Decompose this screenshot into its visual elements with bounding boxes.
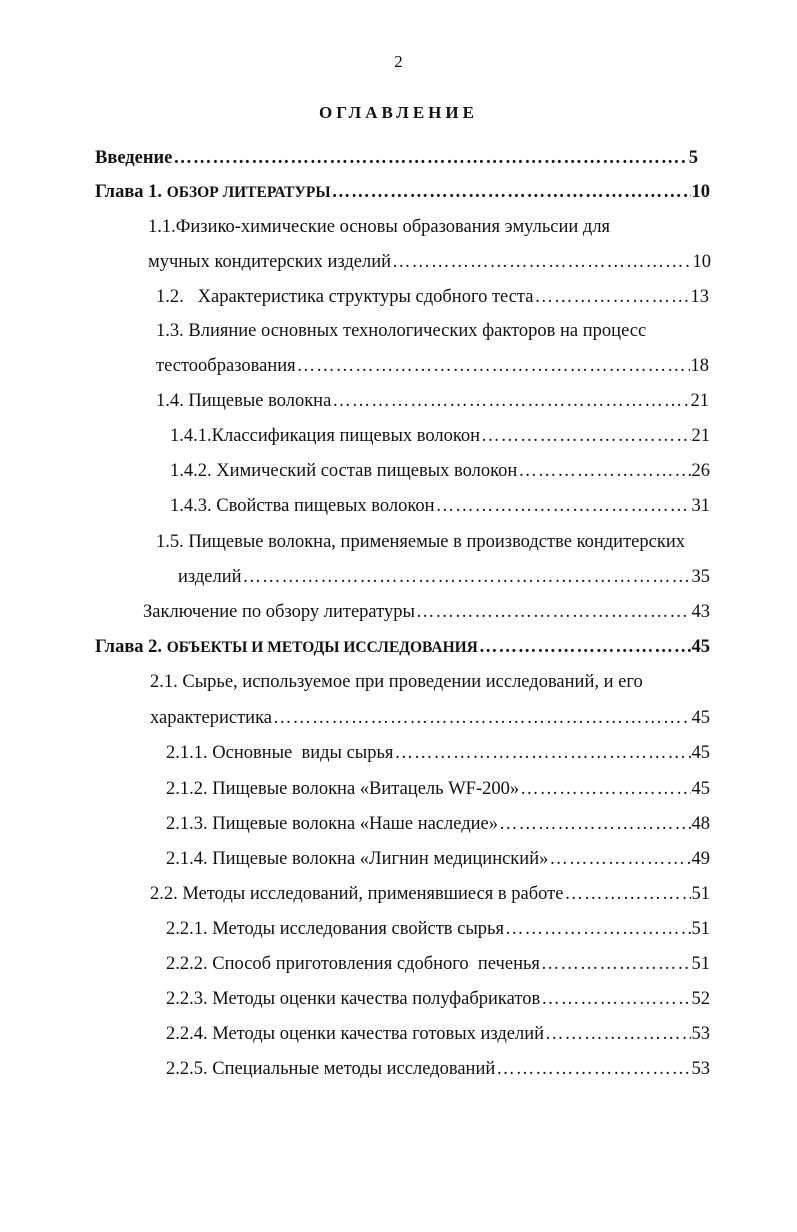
toc-entry-text: мучных кондитерских изделий <box>148 252 392 272</box>
toc-entry-text: 2.1.1. Основные виды сырья <box>166 743 394 763</box>
toc-leader-dots <box>541 952 691 976</box>
toc-leader-dots <box>481 424 690 448</box>
toc-entry-text: 2.1.4. Пищевые волокна «Лигнин медицинский» <box>166 849 549 869</box>
toc-leader-dots <box>520 777 690 801</box>
toc-entry-conclusion[interactable] <box>143 600 710 624</box>
toc-leader-dots <box>332 389 689 413</box>
toc-leader-dots <box>505 917 691 941</box>
toc-entry-page: 45 <box>691 743 710 763</box>
toc-entry-2-1-4[interactable] <box>166 847 710 871</box>
toc-entry-page: 10 <box>692 252 711 272</box>
toc-entry-1-4-1[interactable] <box>170 424 710 448</box>
toc-entry-1-5[interactable] <box>178 565 710 589</box>
toc-entry-1-5-line1[interactable]: 1.5. Пищевые волокна, применяемые в производстве кондитерских <box>156 532 685 552</box>
toc-leader-dots <box>243 565 691 589</box>
toc-leader-dots <box>549 847 690 871</box>
toc-entry-page: 52 <box>691 989 710 1009</box>
toc-entry-introduction[interactable] <box>95 146 698 170</box>
toc-entry-1-1-line1[interactable]: 1.1.Физико-химические основы образования эмульсии для <box>148 217 611 237</box>
toc-entry-1-2[interactable] <box>156 285 709 309</box>
toc-entry-text: 2.2.5. Специальные методы исследований <box>166 1059 496 1079</box>
toc-entry-page: 26 <box>691 461 710 481</box>
toc-entry-text: характеристика <box>150 708 272 728</box>
toc-entry-2-1-1[interactable] <box>166 741 710 765</box>
toc-entry-text: 2.1.2. Пищевые волокна «Витацель WF-200» <box>166 779 520 799</box>
toc-entry-page: 18 <box>690 356 709 376</box>
toc-entry-chapter-2[interactable] <box>95 635 710 660</box>
toc-entry-2-1-line1[interactable]: 2.1. Сырье, используемое при проведении исследований, и его <box>150 672 643 692</box>
toc-leader-dots <box>394 741 690 765</box>
toc-entry-page: 53 <box>691 1059 710 1079</box>
toc-entry-text: 2.2.4. Методы оценки качества готовых изделий <box>166 1024 545 1044</box>
toc-entry-text: Введение <box>95 148 173 168</box>
toc-entry-text: 1.4.3. Свойства пищевых волокон <box>170 496 435 516</box>
toc-entry-page: 10 <box>691 182 710 202</box>
toc-leader-dots <box>496 1057 690 1081</box>
toc-entry-1-1[interactable] <box>148 250 711 274</box>
toc-entry-chapter-1[interactable] <box>95 180 710 205</box>
toc-entry-page: 51 <box>691 954 710 974</box>
toc-leader-dots <box>541 987 690 1011</box>
toc-entry-2-2-5[interactable] <box>166 1057 710 1081</box>
toc-entry-text <box>95 635 478 660</box>
chapter-prefix: Глава 1. <box>95 182 167 202</box>
toc-leader-dots <box>332 180 691 204</box>
toc-entry-page: 31 <box>691 496 710 516</box>
toc-leader-dots <box>499 812 691 836</box>
toc-entry-1-4[interactable] <box>156 389 709 413</box>
toc-entry-text <box>95 180 331 205</box>
toc-leader-dots <box>297 354 690 378</box>
toc-entry-page: 43 <box>691 602 710 622</box>
toc-entry-text: 2.2. Методы исследований, применявшиеся в работе <box>150 884 564 904</box>
toc-entry-page: 45 <box>691 637 710 657</box>
toc-entry-text: 2.2.3. Методы оценки качества полуфабрикатов <box>166 989 541 1009</box>
toc-entry-text: 2.1.3. Пищевые волокна «Наше наследие» <box>166 814 498 834</box>
toc-entry-1-4-2[interactable] <box>170 459 710 483</box>
toc-entry-2-2-1[interactable] <box>166 917 710 941</box>
toc-entry-page: 45 <box>691 779 710 799</box>
toc-entry-page: 13 <box>690 287 709 307</box>
chapter-title: ОБЪЕКТЫ И МЕТОДЫ ИССЛЕДОВАНИЯ <box>166 639 478 656</box>
toc-entry-page: 21 <box>691 426 710 446</box>
toc-entry-page: 49 <box>691 849 710 869</box>
toc-leader-dots <box>436 494 691 518</box>
toc-entry-text: 1.4. Пищевые волокна <box>156 391 332 411</box>
toc-entry-text: изделий <box>178 567 242 587</box>
chapter-prefix: Глава 2. <box>95 637 167 657</box>
chapter-title: ОБЗОР ЛИТЕРАТУРЫ <box>166 184 331 201</box>
toc-entry-2-2-3[interactable] <box>166 987 710 1011</box>
toc-entry-2-2-4[interactable] <box>166 1022 710 1046</box>
toc-entry-1-4-3[interactable] <box>170 494 710 518</box>
toc-entry-page: 48 <box>691 814 710 834</box>
toc-entry-text: тестообразования <box>156 356 296 376</box>
toc-entry-page: 53 <box>691 1024 710 1044</box>
toc-leader-dots <box>534 285 689 309</box>
toc-leader-dots <box>564 882 690 906</box>
toc-leader-dots <box>173 146 687 170</box>
toc-entry-text: 2.2.1. Методы исследования свойств сырья <box>166 919 504 939</box>
toc-leader-dots <box>273 706 691 730</box>
toc-leader-dots <box>479 635 691 659</box>
toc-entry-text: 1.2. Характеристика структуры сдобного теста <box>156 287 534 307</box>
toc-entry-page: 51 <box>691 884 710 904</box>
toc-entry-text: 1.4.1.Классификация пищевых волокон <box>170 426 481 446</box>
toc-entry-2-2-2[interactable] <box>166 952 710 976</box>
toc-entry-2-1-2[interactable] <box>166 777 710 801</box>
page-number: 2 <box>394 52 403 71</box>
toc-entry-text: 2.2.2. Способ приготовления сдобного печенья <box>166 954 540 974</box>
toc-entry-page: 45 <box>691 708 710 728</box>
toc-entry-text: 1.4.2. Химический состав пищевых волокон <box>170 461 518 481</box>
toc-leader-dots <box>545 1022 690 1046</box>
toc-entry-page: 35 <box>691 567 710 587</box>
toc-entry-1-3[interactable] <box>156 354 709 378</box>
toc-leader-dots <box>416 600 691 624</box>
toc-leader-dots <box>392 250 691 274</box>
toc-entry-page: 21 <box>690 391 709 411</box>
toc-entry-page: 51 <box>691 919 710 939</box>
toc-leader-dots <box>518 459 690 483</box>
toc-entry-2-1-3[interactable] <box>166 812 710 836</box>
toc-entry-2-2[interactable] <box>150 882 710 906</box>
toc-title: ОГЛАВЛЕНИЕ <box>319 103 478 122</box>
toc-entry-2-1[interactable] <box>150 706 710 730</box>
toc-entry-page: 5 <box>688 148 698 168</box>
toc-entry-1-3-line1[interactable]: 1.3. Влияние основных технологических факторов на процесс <box>156 321 647 341</box>
toc-entry-text: Заключение по обзору литературы <box>143 602 415 622</box>
